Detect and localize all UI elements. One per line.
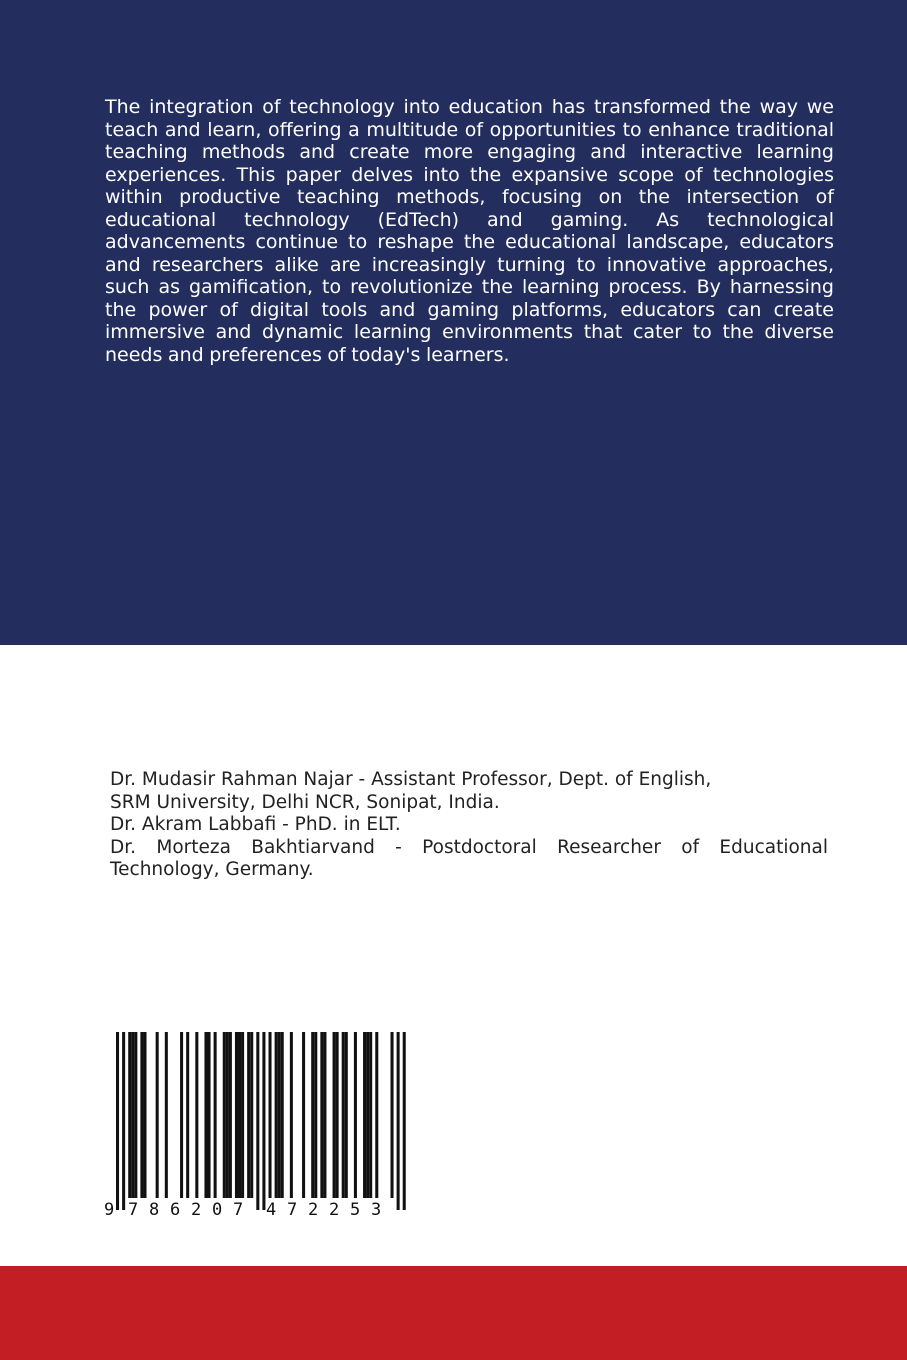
barcode-bar [397,1032,400,1210]
book-blurb: The integration of technology into education has transformed the way we teach and learn, offering a multitude of opportunities to enhance traditional teaching methods and create more engaging and interactive learning experiences. This paper delves into the expansive scope of technologies within productive teaching methods, focusing on the intersection of educational technology (EdTech) and gaming. As technological advancements continue to reshape the educational landscape, educators and researchers alike are increasingly turning to innovative approaches, such as gamification, to revolutionize the learning process. By harnessing the power of digital tools and gaming platforms, educators can create immersive and dynamic learning environments that cater to the diverse needs and preferences of today's learners. [105,96,834,366]
barcode-bar [363,1032,366,1198]
barcode-bar [229,1032,232,1198]
back-cover-bottom-band [0,1266,907,1360]
barcode-bar [323,1032,326,1198]
barcode-bar [122,1032,125,1210]
barcode-bar [262,1032,265,1210]
author-credit-line: Dr. Morteza Bakhtiarvand - Postdoctoral Researcher of Educational Technology, Germany. [110,836,828,880]
barcode-bar [204,1032,207,1198]
barcode-bar [369,1032,372,1198]
barcode-bar [391,1032,394,1198]
barcode-digit: 2 [308,1200,319,1220]
barcode-bar [143,1032,146,1198]
barcode-bar [235,1032,238,1198]
barcode-bar [140,1032,143,1198]
barcode-digit: 2 [329,1200,340,1220]
barcode-bar [223,1032,226,1198]
barcode-bar [134,1032,137,1198]
barcode-bar [269,1032,272,1198]
isbn-barcode [102,1030,418,1220]
barcode-bar [250,1032,253,1198]
barcode-bar [186,1032,189,1198]
barcode-digit: 4 [266,1200,277,1220]
barcode-bar [354,1032,357,1198]
barcode-digit: 3 [371,1200,382,1220]
author-credits [110,769,828,882]
barcode-bar [247,1032,250,1198]
barcode-digit: 8 [149,1200,160,1220]
barcode-bar [281,1032,284,1198]
author-credit-line: SRM University, Delhi NCR, Sonipat, India. [110,791,500,813]
barcode-bar [116,1032,119,1210]
back-cover-top-panel [0,0,907,645]
barcode-bar [290,1032,293,1198]
barcode-digit: 7 [128,1200,139,1220]
barcode-bar [314,1032,317,1198]
barcode-digit: 7 [233,1200,244,1220]
author-credit-line: Dr. Akram Labbafi - PhD. in ELT. [110,814,401,835]
barcode-bar [131,1032,134,1198]
barcode-digit: 9 [104,1200,115,1220]
barcode-bar [302,1032,305,1198]
author-credit-line: Dr. Mudasir Rahman Najar - Assistant Professor, Dept. of English, [110,769,712,790]
barcode-digit: 2 [191,1200,202,1220]
barcode-bar [278,1032,281,1198]
barcode-bar [128,1032,131,1198]
barcode-bar [275,1032,278,1198]
barcode-bar [345,1032,348,1198]
barcode-bar [366,1032,369,1198]
barcode-bar [342,1032,345,1198]
barcode-bar [320,1032,323,1198]
barcode-bar [375,1032,378,1198]
barcode-bar [165,1032,168,1198]
barcode-digit: 5 [350,1200,361,1220]
barcode-bar [208,1032,211,1198]
barcode-bar [403,1032,406,1210]
barcode-bar [180,1032,183,1198]
barcode-digit: 0 [212,1200,223,1220]
barcode-digit: 6 [170,1200,181,1220]
barcode-bar [195,1032,198,1198]
barcode-digit: 7 [287,1200,298,1220]
barcode-bar [336,1032,339,1198]
barcode-bar [238,1032,241,1198]
barcode-bar [311,1032,314,1198]
barcode-bar [156,1032,159,1198]
barcode-bar [256,1032,259,1210]
barcode-bar [333,1032,336,1198]
barcode-bar [241,1032,244,1198]
barcode-bar [226,1032,229,1198]
barcode-bar [214,1032,217,1198]
